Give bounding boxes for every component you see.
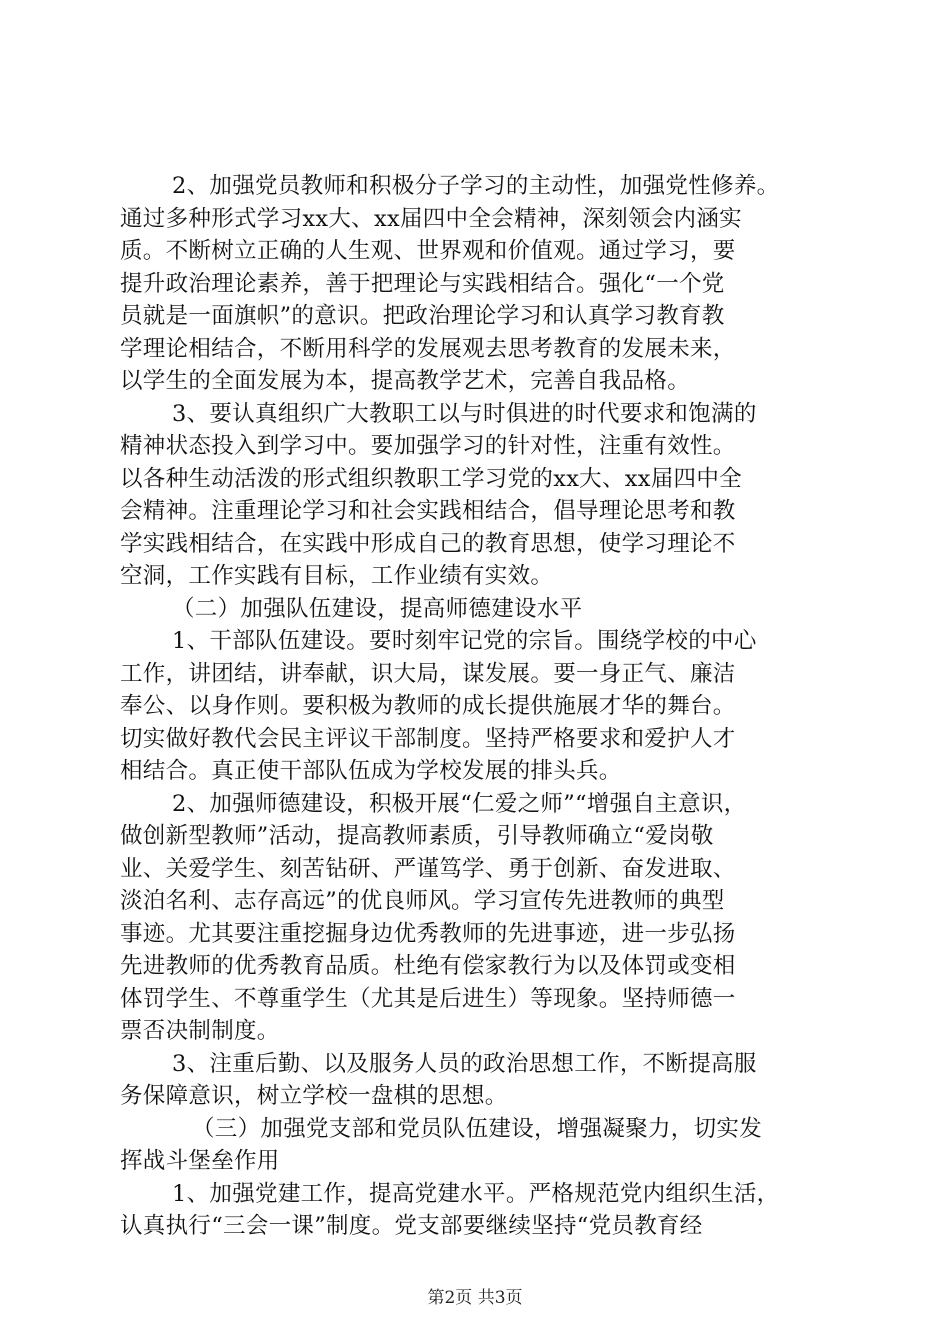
body-text-line: 质。不断树立正确的人生观、世界观和价值观。通过学习，要: [120, 238, 736, 264]
body-text-line: 切实做好教代会民主评议干部制度。坚持严格要求和爱护人才: [120, 725, 736, 752]
section-heading-line: （三）加强党支部和党员队伍建设，增强凝聚力，切实发: [192, 1115, 763, 1142]
body-text-line: 以学生的全面发展为本，提高教学艺术，完善自我品格。: [120, 368, 691, 394]
body-text-line: 务保障意识，树立学校一盘棋的思想。: [120, 1083, 508, 1109]
body-text-line: 以各种生动活泼的形式组织教职工学习党的xx大、xx届四中全: [120, 465, 742, 492]
body-text-line: 2、加强师德建设，积极开展“仁爱之师”“增强自主意识，: [172, 790, 747, 817]
body-text-line: 学实践相结合，在实践中形成自己的教育思想，使学习理论不: [120, 530, 736, 557]
body-text-line: 通过多种形式学习xx大、xx届四中全会精神，深刻领会内涵实: [120, 205, 742, 232]
body-text-line: 2、加强党员教师和积极分子学习的主动性，加强党性修养。: [172, 173, 780, 199]
body-text-line: 1、干部队伍建设。要时刻牢记党的宗旨。围绕学校的中心: [172, 628, 757, 654]
body-text-line: 工作，讲团结，讲奉献，识大局，谋发展。要一身正气、廉洁: [120, 660, 736, 687]
body-text-line: 事迹。尤其要注重挖掘身边优秀教师的先进事迹，进一步弘扬: [120, 920, 736, 947]
page-footer: 第2页 共3页: [427, 1288, 523, 1308]
body-text-line: 挥战斗堡垒作用: [120, 1148, 280, 1174]
body-text-line: 先进教师的优秀教育品质。杜绝有偿家教行为以及体罚或变相: [120, 953, 736, 979]
body-text-line: 提升政治理论素养，善于把理论与实践相结合。强化“一个党: [120, 270, 725, 297]
body-text-line: 空洞，工作实践有目标，工作业绩有实效。: [120, 563, 554, 589]
body-text-line: 认真执行“三会一课”制度。党支部要继续坚持“党员教育经: [120, 1213, 703, 1239]
body-text-line: 会精神。注重理论学习和社会实践相结合，倡导理论思考和教: [120, 498, 736, 524]
body-text-line: 奉公、以身作则。要积极为教师的成长提供施展才华的舞台。: [120, 693, 736, 719]
document-body: [120, 170, 835, 1243]
body-text-line: 淡泊名利、志存高远”的优良师风。学习宣传先进教师的典型: [120, 888, 725, 914]
body-text-line: 做创新型教师”活动，提高教师素质，引导教师确立“爱岗敬: [120, 823, 714, 849]
body-text-line: 学理论相结合，不断用科学的发展观去思考教育的发展未来，: [120, 335, 736, 362]
body-text-line: 1、加强党建工作，提高党建水平。严格规范党内组织生活，: [172, 1180, 780, 1207]
body-text-line: 3、注重后勤、以及服务人员的政治思想工作，不断提高服: [172, 1050, 757, 1077]
body-text-line: 相结合。真正使干部队伍成为学校发展的排头兵。: [120, 758, 622, 784]
body-text-line: 票否决制制度。: [120, 1018, 280, 1044]
section-heading-line: （二）加强队伍建设，提高师德建设水平: [172, 595, 583, 622]
body-text-line: 3、要认真组织广大教职工以与时俱进的时代要求和饱满的: [172, 400, 757, 427]
body-text-line: 体罚学生、不尊重学生（尤其是后进生）等现象。坚持师德一: [120, 985, 736, 1012]
body-text-line: 业、关爱学生、刻苦钻研、严谨笃学、勇于创新、奋发进取、: [120, 855, 736, 882]
body-text-line: 员就是一面旗帜”的意识。把政治理论学习和认真学习教育教: [120, 303, 725, 329]
body-text-line: 精神状态投入到学习中。要加强学习的针对性，注重有效性。: [120, 433, 736, 459]
